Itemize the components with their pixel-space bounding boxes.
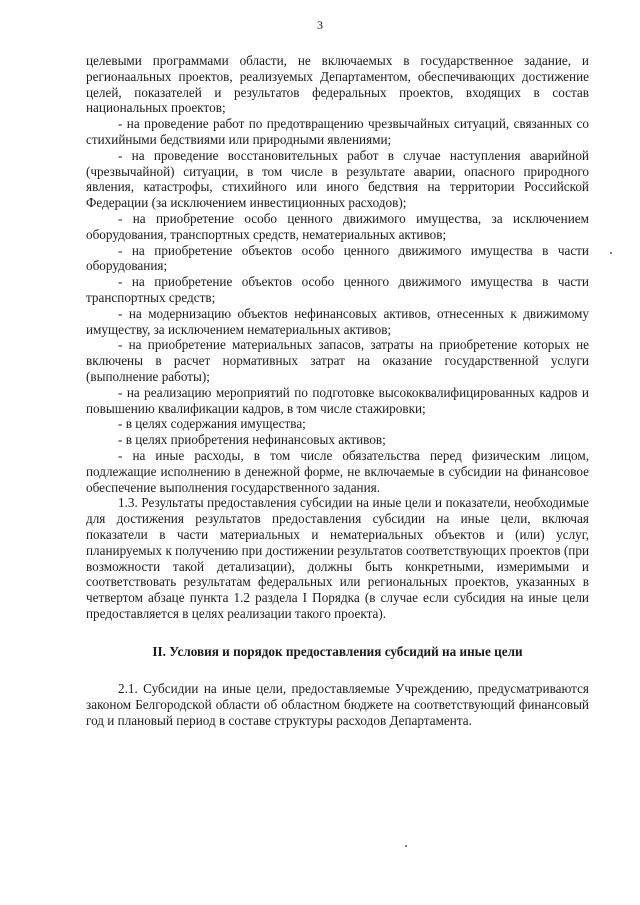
paragraph-11: - на иные расходы, в том числе обязательства перед физическим лицом, подлежащие исполнению в денежной форме, не включаемые в субсидии на финансовое обеспечение выполнения государственного задания. <box>86 447 589 495</box>
paragraph-12: 1.3. Результаты предоставления субсидии на иные цели и показатели, необходимые для достижения результатов предоставления субсидии на иные цели, включая показатели в части материальных и нематериальных объектов и (или) услуг, планируемых к получению при достижении результатов соответствующих проектов (при возможности такой детализации), должны быть конкретными, измеримыми и соответствовать результатам федеральных или региональных проектов, указанных в четвертом абзаце пункта 1.2 раздела I Порядка (в случае если субсидия на иные цели предоставляется в целях реализации такого проекта). <box>86 495 589 621</box>
paragraph-3: - на приобретение особо ценного движимого имущества, за исключением оборудования, транспортных средств, нематериальных активов; <box>86 210 589 242</box>
paragraph-9: - в целях содержания имущества; <box>118 416 306 432</box>
scan-speck <box>405 845 407 847</box>
paragraph-2: - на проведение восстановительных работ в случае наступления аварийной (чрезвычайной) ситуации, в том числе в результате аварии, опасного природного явления, катастрофы, стихийного или иного бедствия на территории Российской Федерации (за исключением инвестиционных расходов); <box>86 147 589 211</box>
paragraph-7: - на приобретение материальных запасов, затраты на приобретение которых не включены в расчет нормативных затрат на оказание государственной услуги (выполнение работы); <box>86 337 589 384</box>
section-heading: II. Условия и порядок предоставления субсидий на иные цели <box>152 643 523 659</box>
paragraph-8: - на реализацию мероприятий по подготовке высококвалифицированных кадров и повышению квалификации кадров, в том числе стажировки; <box>86 384 589 416</box>
paragraph-0: целевыми программами области, не включаемых в государственное задание, и регионаальных проектов, реализуемых Департаментом, обеспечивающих достижение целей, показателей и результатов федеральных проектов, входящих в состав национальных проектов; <box>86 53 589 116</box>
paragraph-1: - на проведение работ по предотвращению чрезвычайных ситуаций, связанных со стихийными бедствиями или природными явлениями; <box>86 116 589 147</box>
paragraph-5: - на приобретение объектов особо ценного движимого имущества в части транспортных средств; <box>86 274 589 305</box>
paragraph-4: - на приобретение объектов особо ценного движимого имущества в части оборудования; <box>86 242 589 274</box>
final-paragraph: 2.1. Субсидии на иные цели, предоставляемые Учреждению, предусматриваются законом Белгородской области об областном бюджете на соответствующий финансовый год и плановый период в составе структуры расходов Департамента. <box>86 681 589 729</box>
paragraph-6: - на модернизацию объектов нефинансовых активов, отнесенных к движимому имуществу, за исключением нематериальных активов; <box>86 305 589 337</box>
page-number: 3 <box>317 18 323 32</box>
scan-speck <box>610 252 612 254</box>
paragraph-10: - в целях приобретения нефинансовых активов; <box>118 432 386 448</box>
document-body <box>86 53 589 729</box>
